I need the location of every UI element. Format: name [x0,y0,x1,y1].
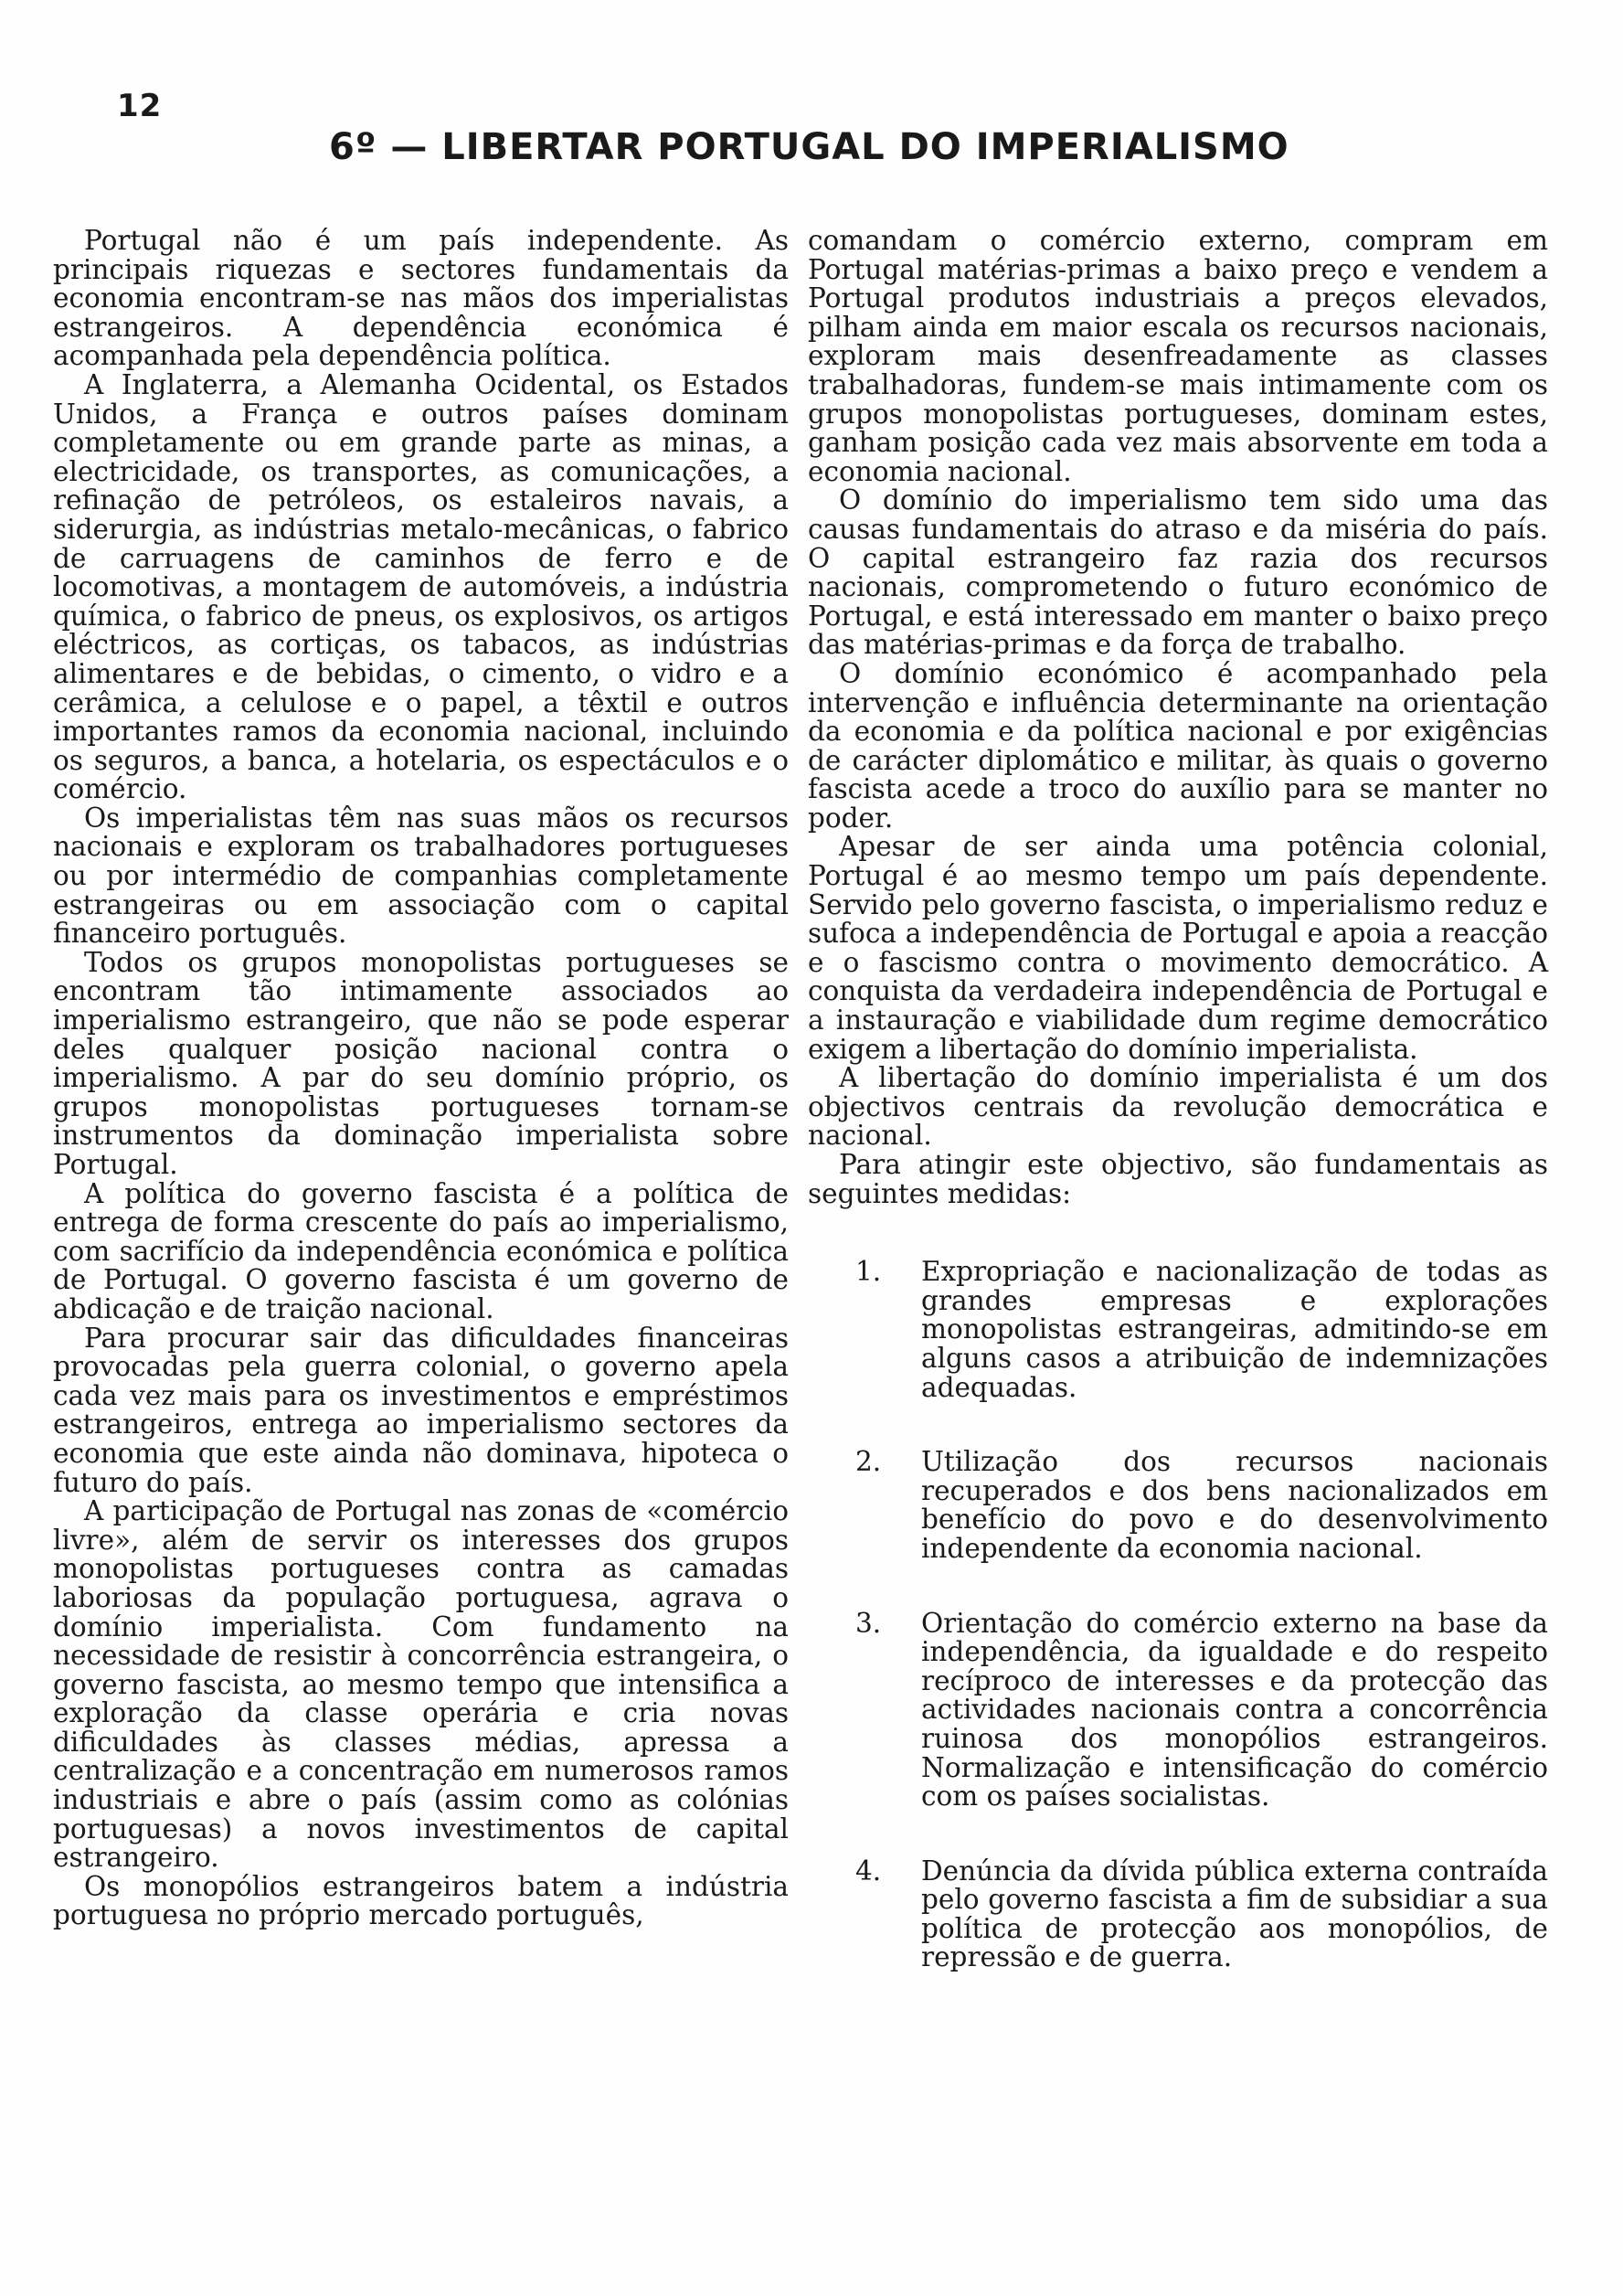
paragraph: A libertação do domínio imperialista é um dos objectivos centrais da revolução democrática e nacional. [808,1062,1548,1152]
paragraph: Para procurar sair das dificuldades financeiras provocadas pela guerra colonial, o governo apela cada vez mais para os investimentos e empréstimos estrangeiros, entrega ao imperialismo sectores da economia que este ainda não dominava, hipoteca o futuro do país. [53,1322,789,1498]
paragraph: O domínio económico é acompanhado pela intervenção e influência determinante na orientação da economia e da política nacional e por exigências de carácter diplomático e militar, às quais o governo fascista acede a troco do auxílio para se manter no poder. [808,657,1548,834]
list-item-number: 3. [855,1607,882,1639]
list-item-text: Expropriação e nacionalização de todas as grandes empresas e explorações monopolistas estrangeiras, admitindo-se em alguns casos a atribuição de indemnizações adequadas. [921,1256,1548,1403]
measures-list [808,1258,1548,1972]
paragraph: A política do governo fascista é a política de entrega de forma crescente do país ao imperialismo, com sacrifício da independência económica e política de Portugal. O governo fascista é um governo de abdicação e de traição nacional. [53,1177,789,1324]
list-item [808,1258,1548,1402]
measures-intro: Para atingir este objectivo, são fundamentais as seguintes medidas: [808,1149,1548,1209]
paragraph: Apesar de ser ainda uma potência colonial, Portugal é ao mesmo tempo um país dependente. Servido pelo governo fascista, o imperialismo reduz e sufoca a independência de Portugal e apoia a reacção e o fascismo contra o movimento democrático. A conquista da verdadeira independência de Portugal e a instauração e viabilidade dum regime democrático exigem a libertação do domínio imperialista. [808,831,1548,1065]
list-item [808,1607,1548,1812]
paragraph: A Inglaterra, a Alemanha Ocidental, os Estados Unidos, a França e outros países dominam completamente ou em grande parte as minas, a electricidade, os transportes, as comunicações, a refinação de petróleos, os estaleiros navais, a siderurgia, as indústrias metalo-mecânicas, o fabrico de carruagens de caminhos de ferro e de locomotivas, a montagem de automóveis, a indústria química, o fabrico de pneus, os explosivos, os artigos eléctricos, as cortiças, os tabacos, as indústrias alimentares e de bebidas, o cimento, o vidro e a cerâmica, a celulose e o papel, a têxtil e outros importantes ramos da economia nacional, incluindo os seguros, a banca, a hotelaria, os espectáculos e o comércio. [53,368,789,805]
list-item-text: Utilização dos recursos nacionais recuperados e dos bens nacionalizados em benefício do povo e do desenvolvimento independente da economia nacional. [921,1446,1548,1564]
list-item-text: Orientação do comércio externo na base da independência, da igualdade e do respeito recíproco de interesses e da protecção das actividades nacionais contra a concorrência ruinosa dos monopólios estrangeiros. Normalização e intensificação do comércio com os países socialistas. [921,1607,1548,1812]
left-column [53,227,789,1930]
paragraph: O domínio do imperialismo tem sido uma das causas fundamentais do atraso e da miséria do país. O capital estrangeiro faz razia dos recursos nacionais, comprometendo o futuro económico de Portugal, e está interessado em manter o baixo preço das matérias-primas e da força de trabalho. [808,484,1548,661]
list-item-number: 2. [855,1446,882,1478]
list-item-text: Denúncia da dívida pública externa contraída pelo governo fascista a fim de subsidiar a sua política de protecção aos monopólios, de repressão e de guerra. [921,1855,1548,1973]
paragraph: Os monopólios estrangeiros batem a indústria portuguesa no próprio mercado português, [53,1870,789,1931]
list-item [808,1857,1548,1972]
paragraph: Todos os grupos monopolistas portugueses se encontram tão intimamente associados ao imperialismo estrangeiro, que não se pode esperar deles qualquer posição nacional contra o imperialismo. A par do seu domínio próprio, os grupos monopolistas portugueses tornam-se instrumentos da dominação imperialista sobre Portugal. [53,946,789,1180]
paragraph: A participação de Portugal nas zonas de «comércio livre», além de servir os interesses dos grupos monopolistas portugueses contra as camadas laboriosas da população portuguesa, agrava o domínio imperialista. Com fundamento na necessidade de resistir à concorrência estrangeira, o governo fascista, ao mesmo tempo que intensifica a exploração da classe operária e cria novas dificuldades às classes médias, apressa a centralização e a concentração em numerosos ramos industriais e abre o país (assim como as colónias portuguesas) a novos investimentos de capital estrangeiro. [53,1495,789,1874]
list-item [808,1448,1548,1563]
paragraph: comandam o comércio externo, compram em Portugal matérias-primas a baixo preço e vendem a Portugal produtos industriais a preços elevados, pilham ainda em maior escala os recursos nacionais, exploram mais desenfreadamente as classes trabalhadoras, fundem-se mais intimamente com os grupos monopolistas portugueses, dominam estes, ganham posição cada vez mais absorvente em toda a economia nacional. [808,225,1548,487]
paragraph: Os imperialistas têm nas suas mãos os recursos nacionais e exploram os trabalhadores portugueses ou por intermédio de companhias completamente estrangeiras ou em associação com o capital financeiro português. [53,802,789,950]
list-item-number: 1. [855,1256,882,1288]
section-title: 6º — LIBERTAR PORTUGAL DO IMPERIALISMO [329,126,1289,168]
list-item-number: 4. [855,1855,882,1887]
paragraph: Portugal não é um país independente. As principais riquezas e sectores fundamentais da economia encontram-se nas mãos dos imperialistas estrangeiros. A dependência económica é acompanhada pela dependência política. [53,225,789,372]
page-number: 12 [117,88,163,124]
right-column [808,227,1548,2018]
